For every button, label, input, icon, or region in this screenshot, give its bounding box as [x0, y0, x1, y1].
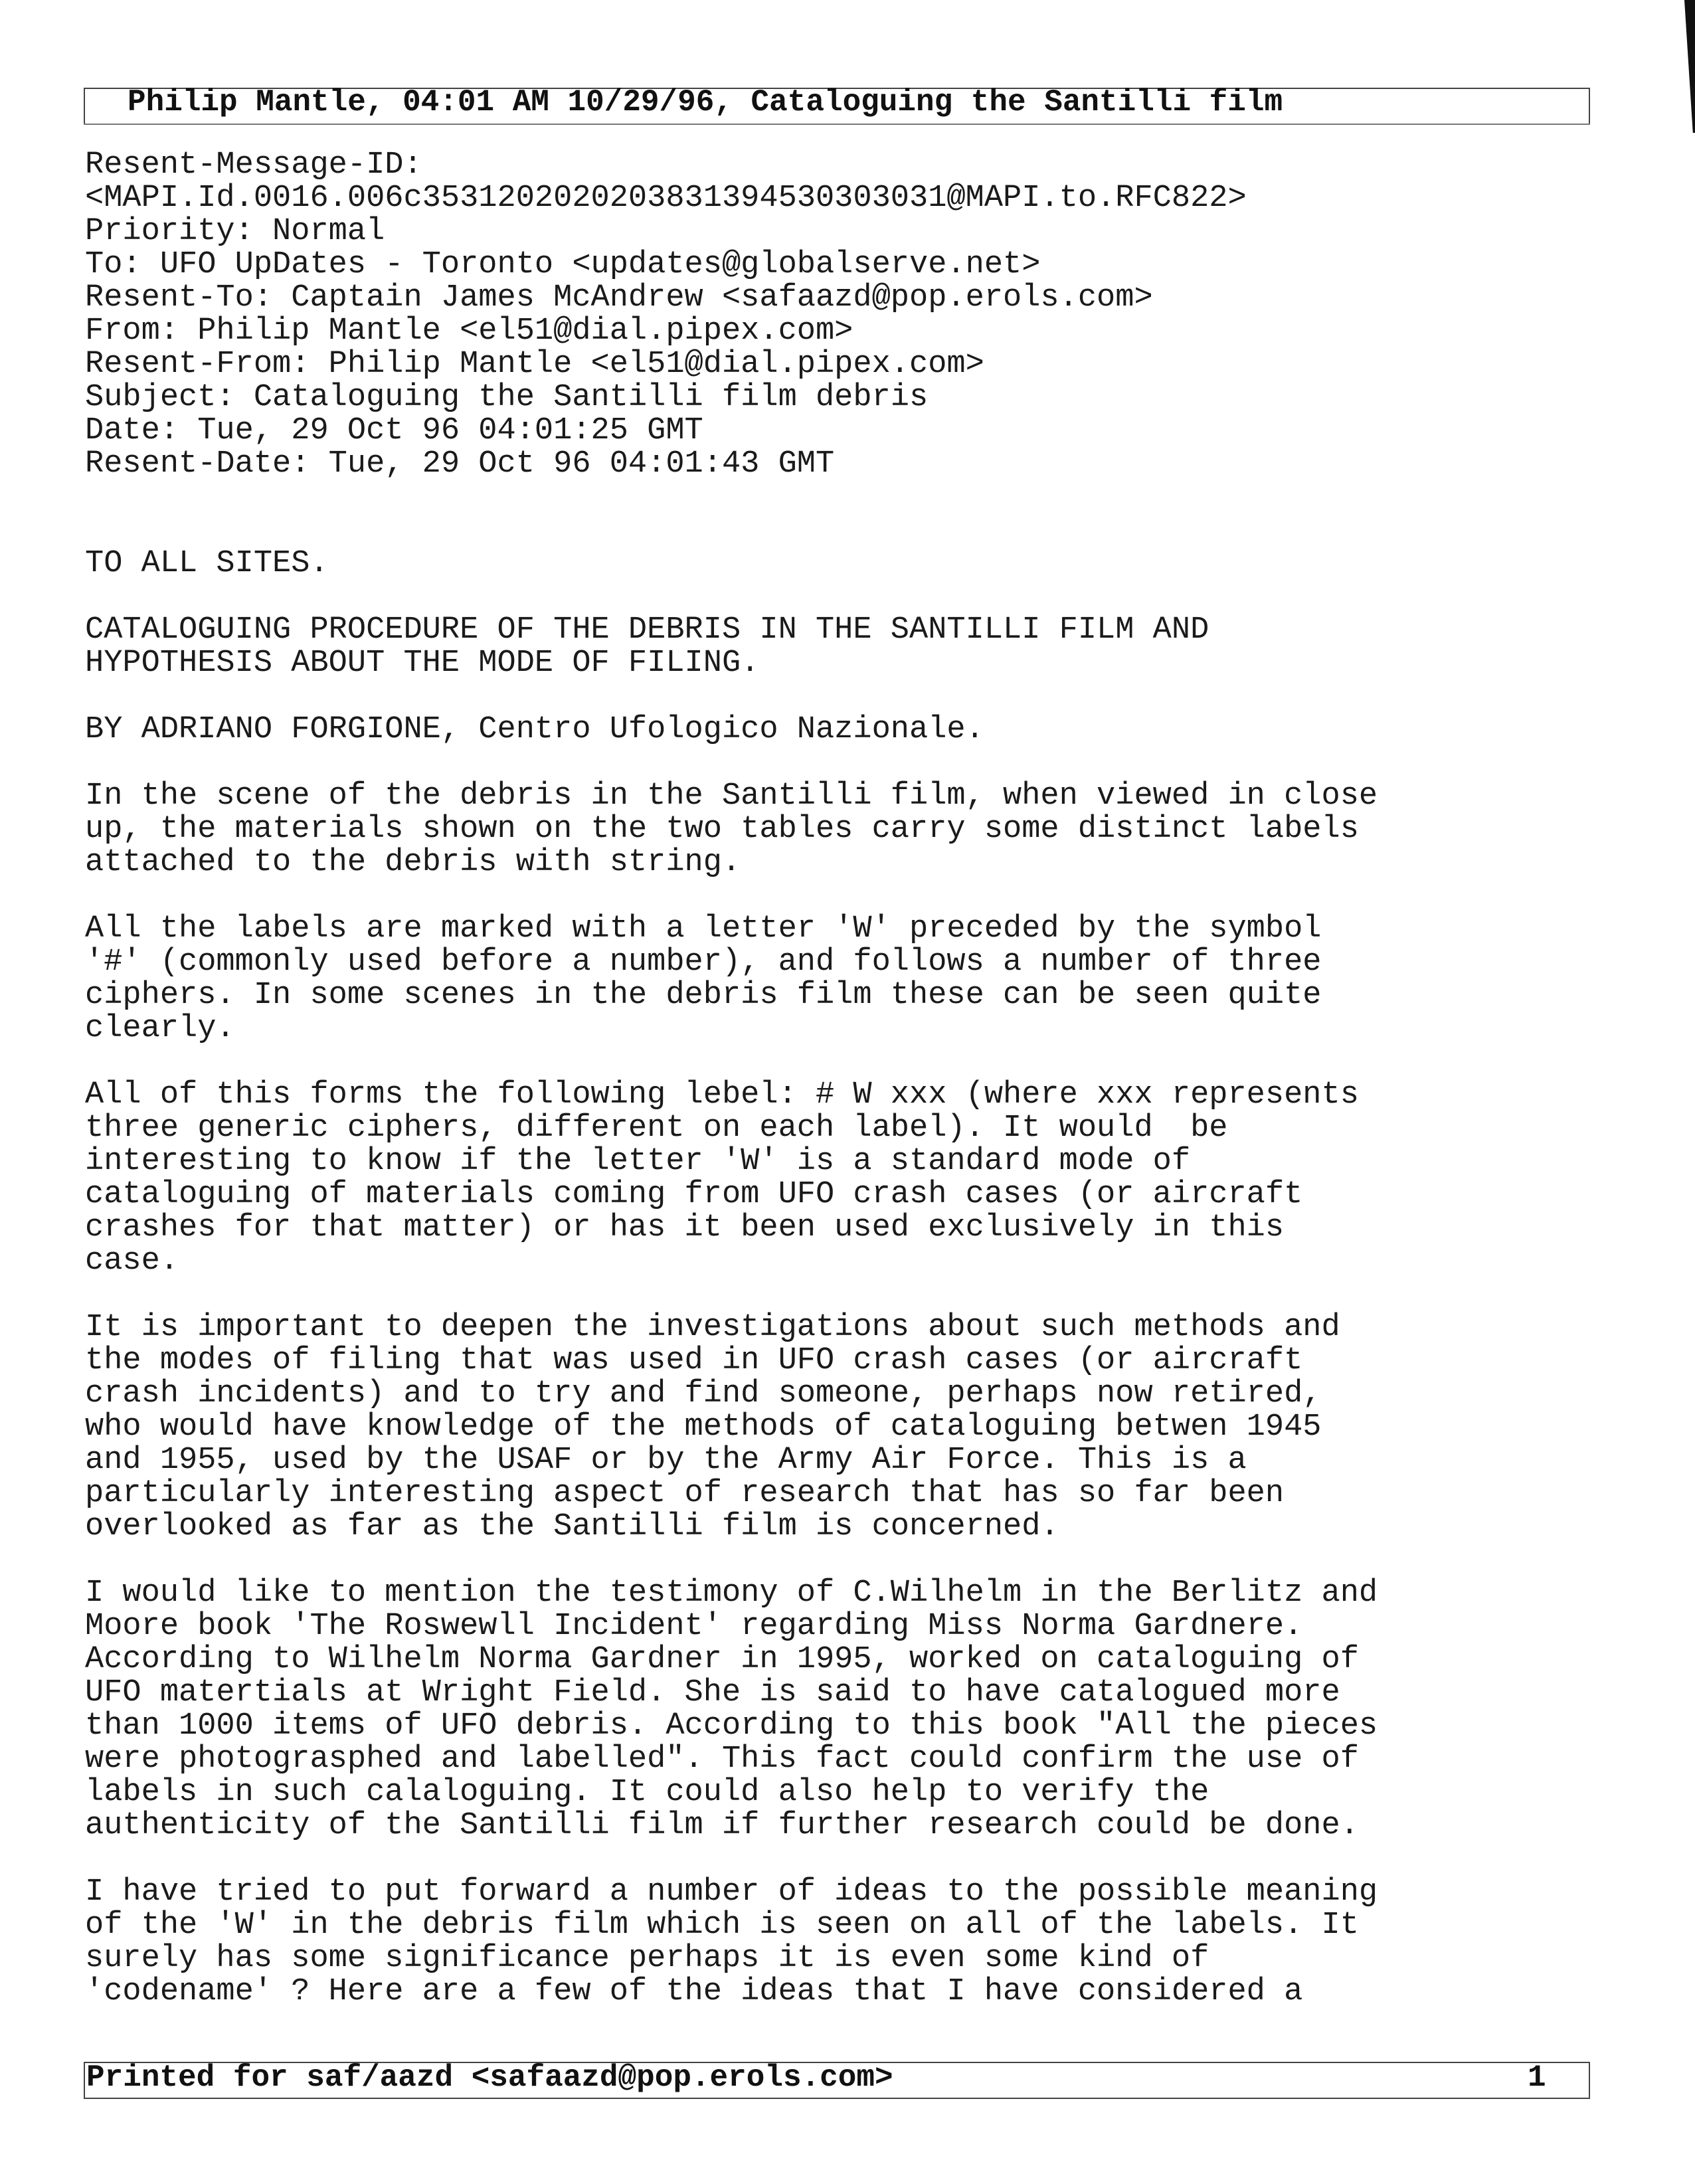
header-line-date: Date: Tue, 29 Oct 96 04:01:25 GMT [85, 413, 703, 448]
header-line-resent-date: Resent-Date: Tue, 29 Oct 96 04:01:43 GMT [85, 446, 835, 482]
email-headers [85, 149, 1613, 481]
article-heading: CATALOGUING PROCEDURE OF THE DEBRIS IN THE SANTILLI FILM AND HYPOTHESIS ABOUT THE MODE OF FILING. [85, 612, 1209, 681]
header-line-to: To: UFO UpDates - Toronto <updates@globalserve.net> [85, 247, 1041, 282]
salutation: TO ALL SITES. [85, 546, 329, 581]
page-number: 1 [1528, 2060, 1546, 2095]
header-rule [84, 124, 1590, 125]
paragraph: All the labels are marked with a letter 'W' preceded by the symbol '#' (commonly used before a number), and follows a number of three ciphers. In some scenes in the debris film these can be seen quite clearly. [85, 911, 1322, 1046]
header-line-subject: Subject: Cataloguing the Santilli film debris [85, 380, 929, 415]
header-line-from: From: Philip Mantle <el51@dial.pipex.com> [85, 314, 853, 349]
paragraph: In the scene of the debris in the Santilli film, when viewed in close up, the materials shown on the two tables carry some distinct labels attached to the debris with string. [85, 778, 1378, 880]
printed-for-footer: Printed for saf/aazd <safaazd@pop.erols.com> [86, 2060, 893, 2095]
header-line-resent-message-id: Resent-Message-ID: [85, 147, 422, 183]
header-line-resent-to: Resent-To: Captain James McAndrew <safaazd@pop.erols.com> [85, 280, 1153, 316]
page-title: Philip Mantle, 04:01 AM 10/29/96, Cataloguing the Santilli film [128, 85, 1283, 120]
paragraph: All of this forms the following lebel: # W xxx (where xxx represents three generic ciphers, different on each label). It would be interesting to know if the letter 'W' is a standard mode of cataloguing of materials coming from UFO crash cases (or aircraft crashes for that matter) or has it been used exclusively in this case. [85, 1077, 1359, 1279]
paragraph: I have tried to put forward a number of ideas to the possible meaning of the 'W' in the debris film which is seen on all of the labels. It surely has some significance perhaps it is even some kind of 'codename' ? Here are a few of the ideas that I have considered a [85, 1874, 1378, 2009]
document-body [85, 149, 1613, 2009]
byline: BY ADRIANO FORGIONE, Centro Ufologico Nazionale. [85, 712, 984, 747]
paragraph: It is important to deepen the investigations about such methods and the modes of filing that was used in UFO crash cases (or aircraft crash incidents) and to try and find someone, perhaps now retired, who would have knowledge of the methods of cataloguing betwen 1945 and 1955, used by the USAF or by the Army Air Force. This is a particularly interesting aspect of research that has so far been overlooked as far as the Santilli film is concerned. [85, 1310, 1340, 1544]
paragraph: I would like to mention the testimony of C.Wilhelm in the Berlitz and Moore book 'The Roswewll Incident' regarding Miss Norma Gardnere. According to Wilhelm Norma Gardner in 1995, worked on cataloguing of UFO matertials at Wright Field. She is said to have catalogued more than 1000 items of UFO debris. According to this book "All the pieces were photograsphed and labelled". This fact could confirm the use of labels in such calaloguing. It could also help to verify the authenticity of the Santilli film if further research could be done. [85, 1576, 1378, 1843]
header-line-priority: Priority: Normal [85, 214, 385, 249]
scan-edge-mark [1668, 0, 1695, 133]
header-line-resent-from: Resent-From: Philip Mantle <el51@dial.pipex.com> [85, 347, 984, 382]
header-line-message-id-value: <MAPI.Id.0016.006c3531202020203831394530303031@MAPI.to.RFC822> [85, 181, 1247, 216]
